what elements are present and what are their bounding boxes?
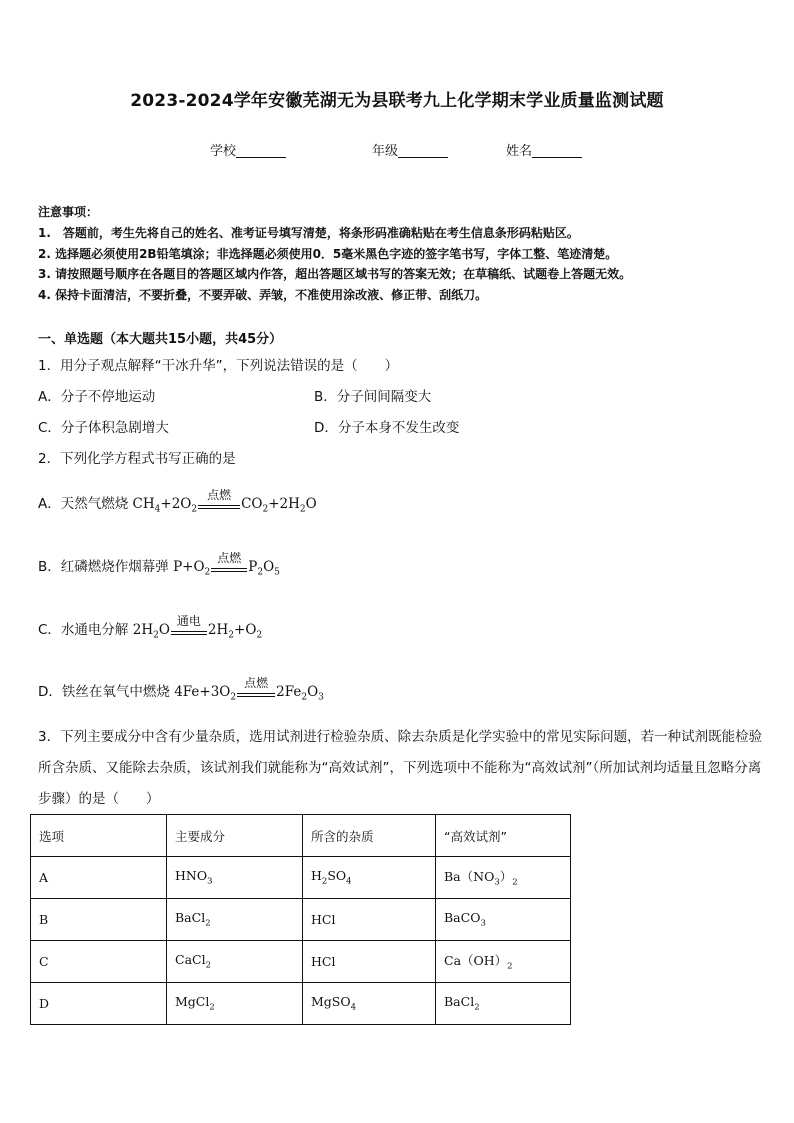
table-cell: B (31, 899, 167, 941)
equation-a: $CH_4+2O_2$ 点燃 $CO_2+2H_2O$ (132, 487, 317, 515)
equation-b: $P+O_2$ 点燃 $P_2O_5$ (173, 550, 280, 578)
table-row (31, 941, 571, 983)
q2-option-a[interactable] (38, 487, 317, 515)
q1-option-c[interactable]: C．分子体积急剧增大 (38, 420, 169, 436)
table-row (31, 857, 571, 899)
name-blank[interactable] (532, 143, 582, 158)
formula-cell: HCl (303, 941, 436, 983)
reaction-arrow (171, 613, 207, 640)
reaction-arrow (237, 675, 275, 702)
q3-table (30, 814, 571, 1025)
table-header-cell: 选项 (31, 815, 167, 857)
reaction-arrow (211, 550, 247, 577)
q2-option-d-label: D．铁丝在氧气中燃烧 (38, 684, 170, 700)
formula-cell: $H_2SO_4$ (303, 857, 436, 899)
note-item: 2. 选择题必须使用2B铅笔填涂；非选择题必须使用0．5毫米黑色字迹的签字笔书写，字体工整、笔迹清楚。 (38, 247, 618, 261)
formula-cell: HCl (303, 899, 436, 941)
formula-cell: $Ba(NO_3)_2$ (436, 857, 571, 899)
q2-option-b[interactable] (38, 550, 280, 578)
q2-option-c-label: C．水通电分解 (38, 622, 129, 638)
table-cell: C (31, 941, 167, 983)
q3-stem: 3．下列主要成分中含有少量杂质，选用试剂进行检验杂质、除去杂质是化学实验中的常见实际问题，若一种试剂既能检验所含杂质、又能除去杂质，该试剂我们就能称为“高效试剂”，下列选项中不能称为“高效试剂”（所加试剂均适量且忽略分离步骤）的是（ ） (38, 729, 763, 807)
condition-label: 点燃 (207, 487, 232, 502)
school-field (210, 140, 286, 159)
formula-cell: MgCl$_2$ (167, 983, 303, 1025)
table-row (31, 899, 571, 941)
section-heading: 一、单选题（本大题共15小题，共45分） (38, 332, 283, 347)
q2-stem: 2．下列化学方程式书写正确的是 (38, 451, 236, 467)
formula-cell: BaCl$_2$ (436, 983, 571, 1025)
table-row (31, 983, 571, 1025)
name-field (506, 140, 582, 159)
formula-cell: MgSO$_4$ (303, 983, 436, 1025)
note-item: 1. 答题前，考生先将自己的姓名、准考证号填写清楚，将条形码准确粘贴在考生信息条形码粘贴区。 (38, 226, 579, 240)
grade-field (372, 140, 448, 159)
table-header-cell: “高效试剂” (436, 815, 571, 857)
table-cell: A (31, 857, 167, 899)
q2-option-a-label: A．天然气燃烧 (38, 496, 129, 512)
condition-label: 通电 (176, 613, 201, 628)
formula-cell: $Ca(OH)_2$ (436, 941, 571, 983)
grade-blank[interactable] (398, 143, 448, 158)
name-label: 姓名 (506, 144, 533, 159)
formula-cell: CaCl$_2$ (167, 941, 303, 983)
q2-option-d[interactable] (38, 675, 324, 703)
q2-option-c[interactable] (38, 613, 263, 641)
note-item: 3. 请按照题号顺序在各题目的答题区域内作答，超出答题区域书写的答案无效；在草稿纸、试题卷上答题无效。 (38, 267, 632, 281)
school-label: 学校 (210, 144, 237, 159)
school-blank[interactable] (236, 143, 286, 158)
q1-option-a[interactable]: A．分子不停地运动 (38, 389, 156, 405)
q2-option-b-label: B．红磷燃烧作烟幕弹 (38, 559, 169, 575)
condition-label: 点燃 (217, 550, 242, 565)
equation-c: $2H_2O$ 通电 $2H_2+O_2$ (132, 613, 263, 641)
q1-stem: 1．用分子观点解释“干冰升华”，下列说法错误的是（ ） (38, 358, 399, 374)
condition-label: 点燃 (244, 675, 269, 690)
table-header-cell: 主要成分 (167, 815, 303, 857)
table-cell: D (31, 983, 167, 1025)
q1-option-b[interactable]: B．分子间间隔变大 (314, 389, 432, 405)
page-title: 2023-2024学年安徽芜湖无为县联考九上化学期末学业质量监测试题 (130, 91, 664, 111)
table-header-row (31, 815, 571, 857)
note-item: 4. 保持卡面清洁，不要折叠，不要弄破、弄皱，不准使用涂改液、修正带、刮纸刀。 (38, 288, 488, 302)
q1-option-d[interactable]: D．分子本身不发生改变 (314, 420, 460, 436)
table-header-cell: 所含的杂质 (303, 815, 436, 857)
equation-d: $4Fe+3O_2$ 点燃 $2Fe_2O_3$ (174, 675, 324, 703)
reaction-arrow (198, 487, 240, 514)
notes-heading: 注意事项： (38, 205, 99, 219)
formula-cell: $HNO_3$ (167, 857, 303, 899)
formula-cell: BaCO$_3$ (436, 899, 571, 941)
formula-cell: BaCl$_2$ (167, 899, 303, 941)
grade-label: 年级 (372, 144, 399, 159)
